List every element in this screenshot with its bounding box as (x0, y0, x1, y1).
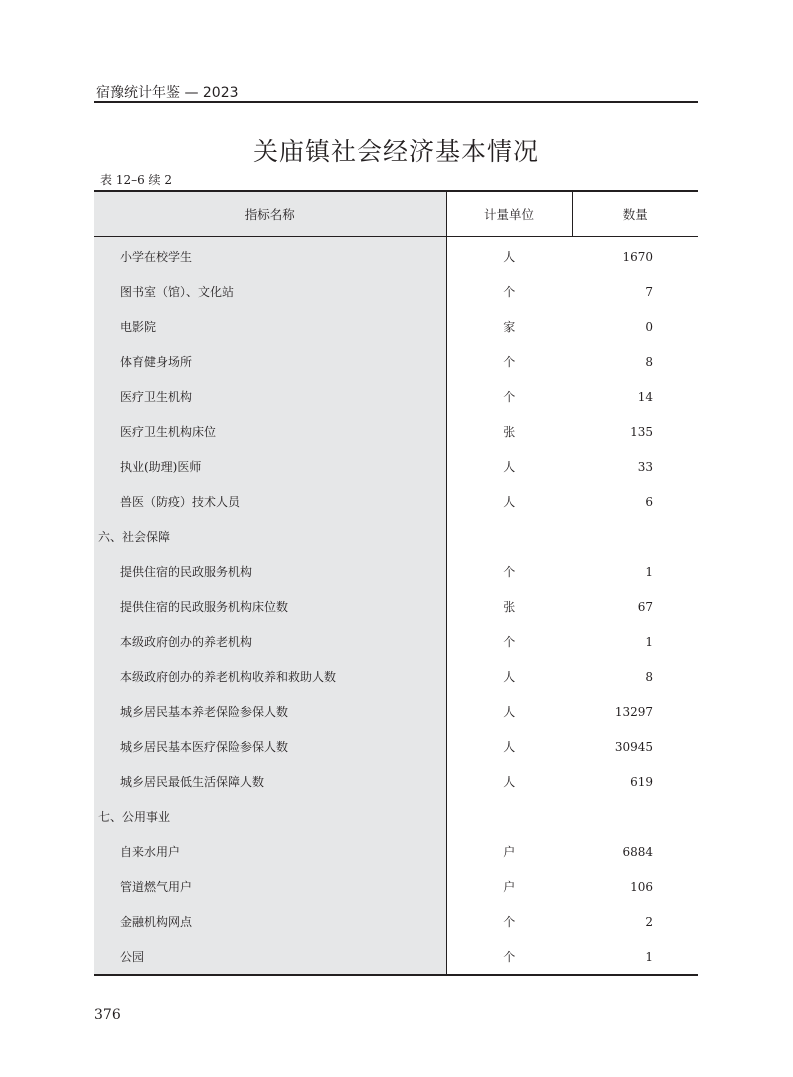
indicator-name: 提供住宿的民政服务机构 (94, 554, 446, 589)
indicator-name: 自来水用户 (94, 834, 446, 869)
table-row (94, 379, 698, 414)
indicator-name: 电影院 (94, 309, 446, 344)
quantity-cell: 33 (637, 459, 653, 474)
table-row (94, 589, 698, 624)
indicator-name: 管道燃气用户 (94, 869, 446, 904)
unit-cell: 人 (503, 670, 516, 684)
unit-cell: 张 (503, 600, 516, 614)
indicator-name: 本级政府创办的养老机构收养和救助人数 (94, 659, 446, 694)
quantity-cell: 8 (645, 669, 653, 684)
indicator-name: 公园 (94, 939, 446, 975)
quantity-cell: 7 (645, 284, 653, 299)
unit-cell: 个 (503, 915, 516, 929)
unit-cell: 个 (503, 635, 516, 649)
table-row (94, 939, 698, 975)
quantity-cell: 1670 (622, 249, 653, 264)
running-header: 宿豫统计年鉴 — 2023 (96, 85, 239, 101)
table-header-row (94, 191, 698, 237)
table-row (94, 729, 698, 764)
indicator-name: 小学在校学生 (94, 237, 446, 275)
quantity-cell: 13297 (614, 704, 653, 719)
quantity-cell: 106 (630, 879, 653, 894)
table-row (94, 694, 698, 729)
table-row (94, 554, 698, 589)
table-row (94, 764, 698, 799)
page-title: 关庙镇社会经济基本情况 (252, 137, 539, 166)
quantity-cell: 135 (630, 424, 653, 439)
table-row (94, 834, 698, 869)
quantity-cell: 67 (637, 599, 653, 614)
indicator-name: 执业(助理)医师 (94, 449, 446, 484)
indicator-name: 城乡居民基本养老保险参保人数 (94, 694, 446, 729)
unit-cell: 户 (503, 880, 516, 894)
table-row (94, 237, 698, 275)
indicator-name: 兽医（防疫）技术人员 (94, 484, 446, 519)
table-row (94, 344, 698, 379)
indicator-name: 城乡居民基本医疗保险参保人数 (94, 729, 446, 764)
unit-cell: 人 (503, 495, 516, 509)
column-header-unit: 计量单位 (446, 191, 572, 237)
indicator-name: 金融机构网点 (94, 904, 446, 939)
unit-cell: 人 (503, 740, 516, 754)
table-row (94, 274, 698, 309)
indicator-name: 体育健身场所 (94, 344, 446, 379)
indicator-name: 图书室（馆）、文化站 (94, 274, 446, 309)
indicator-name: 医疗卫生机构 (94, 379, 446, 414)
quantity-cell: 1 (645, 634, 653, 649)
column-header-indicator: 指标名称 (94, 191, 446, 237)
page-number: 376 (94, 1007, 121, 1023)
table-row (94, 659, 698, 694)
unit-cell: 人 (503, 775, 516, 789)
unit-cell: 人 (503, 460, 516, 474)
quantity-cell: 0 (645, 319, 653, 334)
quantity-cell: 14 (637, 389, 653, 404)
quantity-cell (572, 519, 698, 554)
unit-cell: 个 (503, 355, 516, 369)
unit-cell: 个 (503, 285, 516, 299)
table-row (94, 309, 698, 344)
unit-cell: 个 (503, 390, 516, 404)
statistics-table (94, 190, 698, 976)
table-row (94, 449, 698, 484)
quantity-cell: 2 (645, 914, 653, 929)
column-header-quantity: 数量 (572, 191, 698, 237)
unit-cell: 户 (503, 845, 516, 859)
table-number: 表 12–6 续 2 (100, 173, 172, 187)
table-row (94, 904, 698, 939)
unit-cell: 人 (503, 705, 516, 719)
table-row (94, 624, 698, 659)
indicator-name: 本级政府创办的养老机构 (94, 624, 446, 659)
indicator-name: 医疗卫生机构床位 (94, 414, 446, 449)
unit-cell: 家 (503, 320, 516, 334)
unit-cell (446, 799, 572, 834)
header-divider (94, 101, 698, 103)
table-row (94, 414, 698, 449)
table-row (94, 484, 698, 519)
quantity-cell: 6 (645, 494, 653, 509)
unit-cell: 张 (503, 425, 516, 439)
quantity-cell: 8 (645, 354, 653, 369)
quantity-cell: 30945 (614, 739, 653, 754)
section-heading: 七、公用事业 (94, 799, 446, 834)
quantity-cell: 1 (645, 564, 653, 579)
section-heading: 六、社会保障 (94, 519, 446, 554)
unit-cell: 个 (503, 565, 516, 579)
indicator-name: 城乡居民最低生活保障人数 (94, 764, 446, 799)
section-row (94, 799, 698, 834)
quantity-cell: 1 (645, 949, 653, 964)
unit-cell (446, 519, 572, 554)
quantity-cell (572, 799, 698, 834)
section-row (94, 519, 698, 554)
unit-cell: 个 (503, 950, 516, 964)
table-row (94, 869, 698, 904)
indicator-name: 提供住宿的民政服务机构床位数 (94, 589, 446, 624)
quantity-cell: 619 (630, 774, 653, 789)
quantity-cell: 6884 (622, 844, 653, 859)
unit-cell: 人 (503, 250, 516, 264)
